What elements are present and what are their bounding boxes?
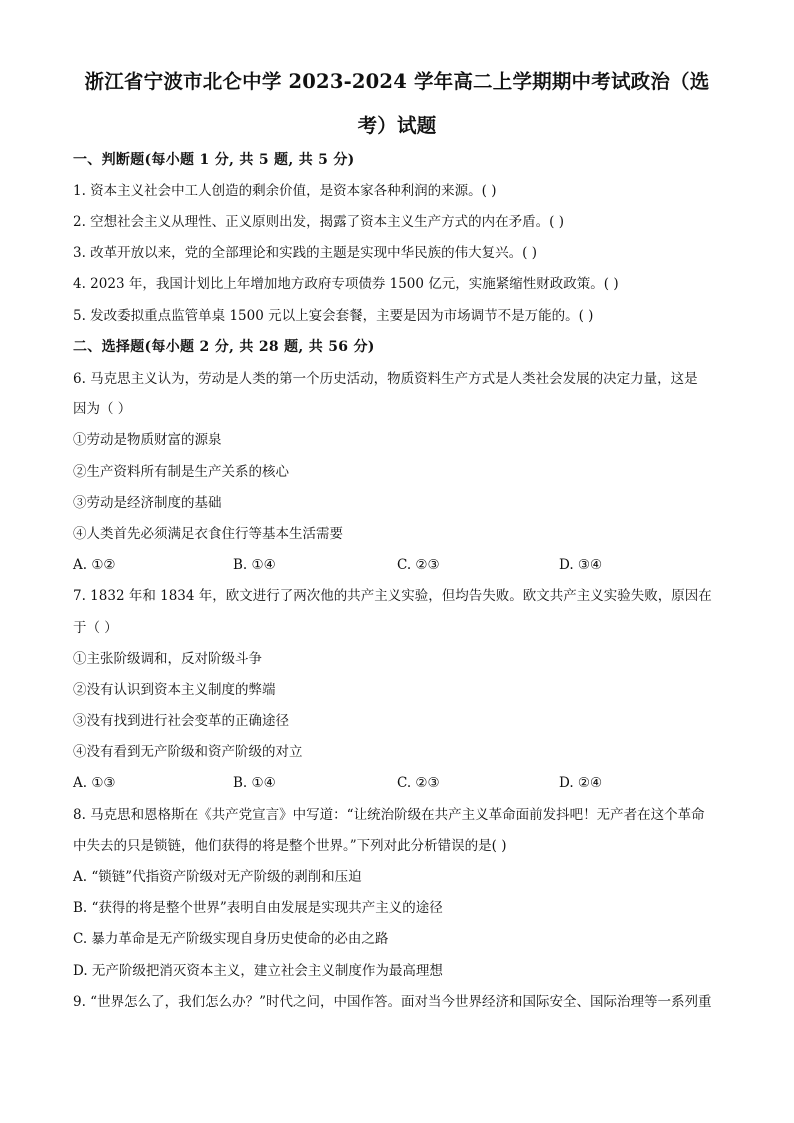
q6-option-d: D. ③④ [559, 557, 603, 573]
q6-option-b: B. ①④ [233, 557, 276, 573]
q7-option-c: C. ②③ [397, 775, 440, 791]
q7-stem-line1: 7. 1832 年和 1834 年，欧文进行了两次他的共产主义实验，但均告失败。欧文共产主义实验失败，原因在 [73, 588, 712, 604]
q6-statement-4: ④人类首先必须满足衣食住行等基本生活需要 [73, 526, 343, 542]
q6-stem-line1: 6. 马克思主义认为，劳动是人类的第一个历史活动，物质资料生产方式是人类社会发展的决定力量，这是 [73, 371, 698, 387]
exam-title-line1: 浙江省宁波市北仑中学 2023-2024 学年高二上学期期中考试政治（选 [84, 70, 710, 93]
q8-stem-line1: 8. 马克思和恩格斯在《共产党宣言》中写道：“让统治阶级在共产主义革命面前发抖吧！无产者在这个革命 [73, 807, 705, 823]
exam-title-line2: 考）试题 [357, 114, 437, 137]
q7-statement-1: ①主张阶级调和，反对阶级斗争 [73, 651, 262, 667]
judge-item-4: 4. 2023 年，我国计划比上年增加地方政府专项债券 1500 亿元，实施紧缩性财政政策。( ) [73, 276, 619, 292]
judge-item-3: 3. 改革开放以来，党的全部理论和实践的主题是实现中华民族的伟大复兴。( ) [73, 245, 537, 261]
section-heading-choice: 二、选择题(每小题 2 分, 共 28 题, 共 56 分) [73, 339, 375, 355]
q7-option-a: A. ①③ [73, 775, 116, 791]
q6-statement-2: ②生产资料所有制是生产关系的核心 [73, 464, 289, 480]
q7-stem-line2: 于（ ） [73, 620, 118, 636]
q6-option-c: C. ②③ [397, 557, 440, 573]
q8-stem-line2: 中失去的只是锁链，他们获得的将是整个世界。”下列对此分析错误的是( ) [73, 838, 507, 854]
judge-item-2: 2. 空想社会主义从理性、正义原则出发，揭露了资本主义生产方式的内在矛盾。( ) [73, 214, 564, 230]
q9-stem-line1: 9. “世界怎么了，我们怎么办？”时代之问，中国作答。面对当今世界经济和国际安全、国际治理等一系列重 [73, 994, 712, 1010]
judge-item-5: 5. 发改委拟重点监管单桌 1500 元以上宴会套餐，主要是因为市场调节不是万能的。( ) [73, 308, 594, 324]
q7-statement-2: ②没有认识到资本主义制度的弊端 [73, 682, 276, 698]
q8-option-d: D. 无产阶级把消灭资本主义，建立社会主义制度作为最高理想 [73, 963, 443, 979]
section-heading-judge: 一、判断题(每小题 1 分, 共 5 题, 共 5 分) [73, 152, 355, 168]
q6-option-a: A. ①② [73, 557, 116, 573]
q7-option-d: D. ②④ [559, 775, 603, 791]
q6-statement-1: ①劳动是物质财富的源泉 [73, 432, 222, 448]
q7-statement-4: ④没有看到无产阶级和资产阶级的对立 [73, 744, 303, 760]
q6-statement-3: ③劳动是经济制度的基础 [73, 495, 222, 511]
q8-option-b: B. “获得的将是整个世界”表明自由发展是实现共产主义的途径 [73, 900, 443, 916]
q8-option-a: A. “锁链”代指资产阶级对无产阶级的剥削和压迫 [73, 869, 362, 885]
q8-option-c: C. 暴力革命是无产阶级实现自身历史使命的必由之路 [73, 931, 389, 947]
q6-stem-line2: 因为（ ） [73, 401, 132, 417]
q7-statement-3: ③没有找到进行社会变革的正确途径 [73, 713, 289, 729]
q7-option-b: B. ①④ [233, 775, 276, 791]
judge-item-1: 1. 资本主义社会中工人创造的剩余价值，是资本家各种利润的来源。( ) [73, 183, 497, 199]
